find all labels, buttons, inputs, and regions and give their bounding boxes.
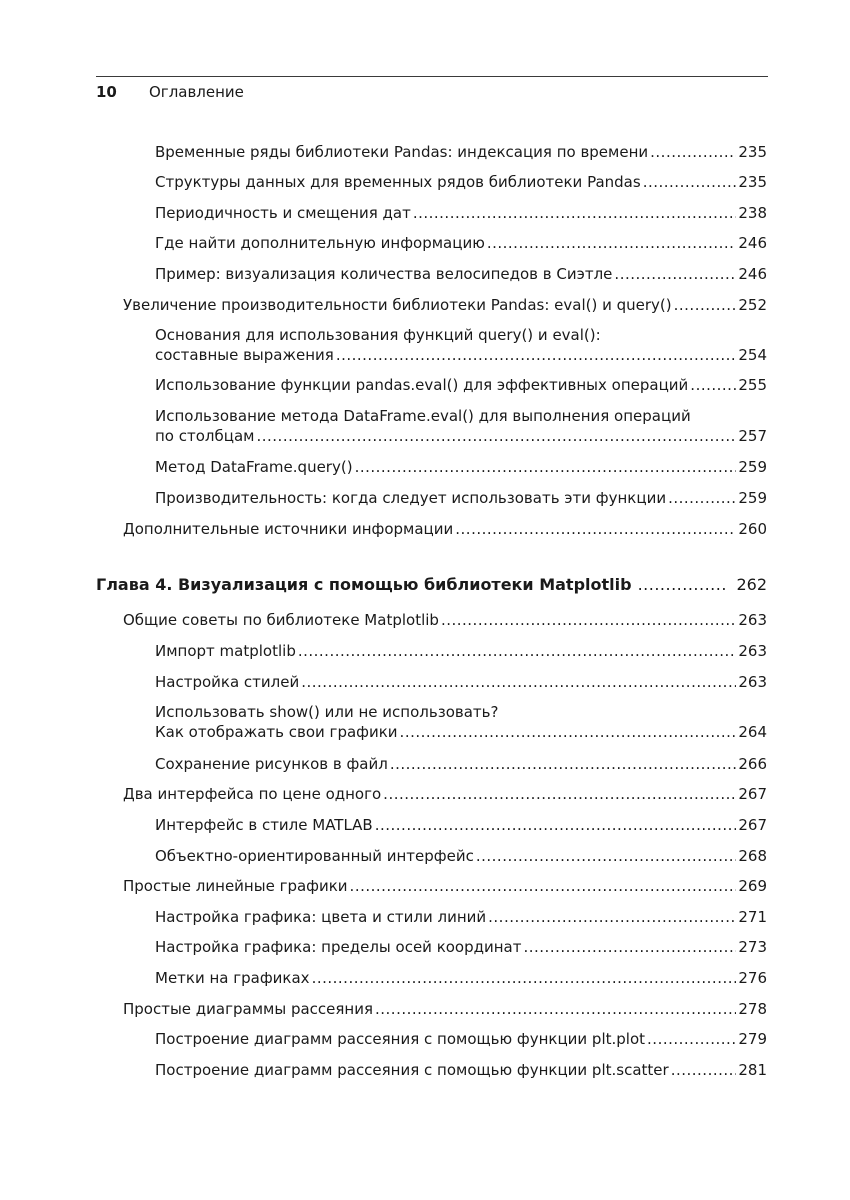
toc-entry-page: 263 <box>738 642 767 660</box>
dot-leader <box>256 426 736 446</box>
dot-leader <box>647 1029 736 1049</box>
dot-leader <box>476 846 737 866</box>
toc-entry-title: Увеличение производительности библиотеки Pandas: eval() и query() <box>123 296 672 314</box>
toc-entry-title: Сохранение рисунков в файл <box>155 755 388 773</box>
toc-entry[interactable] <box>123 295 767 315</box>
dot-leader <box>298 641 737 661</box>
dot-leader <box>487 233 737 253</box>
toc-entry[interactable] <box>123 519 767 539</box>
toc-entry[interactable] <box>155 846 767 866</box>
toc-entry[interactable] <box>155 907 767 927</box>
toc-entry-title: Простые диаграммы рассеяния <box>123 1000 373 1018</box>
toc-entry-title: Как отображать свои графики <box>155 723 398 741</box>
header-rule <box>96 76 768 77</box>
toc-entry[interactable] <box>155 1029 767 1049</box>
dot-leader <box>614 264 736 284</box>
toc-entry-title: Общие советы по библиотеке Matplotlib <box>123 611 439 629</box>
toc-entry-page: 269 <box>738 877 767 895</box>
toc-entry[interactable] <box>155 488 767 508</box>
toc-entry-title: Простые линейные графики <box>123 877 348 895</box>
toc-entry-page: 276 <box>738 969 767 987</box>
toc-entry-page: 271 <box>738 908 767 926</box>
toc-entry[interactable] <box>155 406 767 446</box>
toc-entry-title-line1: Использовать show() или не использовать? <box>155 703 499 721</box>
dot-leader <box>671 1060 737 1080</box>
toc-entry[interactable] <box>155 233 767 253</box>
toc-entry-title: Где найти дополнительную информацию <box>155 234 485 252</box>
toc-entry-page: 235 <box>738 173 767 191</box>
running-title: Оглавление <box>149 83 244 101</box>
toc-entry-title: Интерфейс в стиле MATLAB <box>155 816 373 834</box>
toc-entry[interactable] <box>155 264 767 284</box>
dot-leader <box>441 610 736 630</box>
dot-leader <box>643 172 737 192</box>
toc-entry-title: Импорт matplotlib <box>155 642 296 660</box>
toc-entry-title: Два интерфейса по цене одного <box>123 785 382 803</box>
toc-entry-page: 263 <box>738 611 767 629</box>
toc-entry-page: 259 <box>738 458 767 476</box>
toc-entry-title-line1: Использование метода DataFrame.eval() для выполнения операций <box>155 407 691 425</box>
toc-entry-title: Периодичность и смещения дат <box>155 204 411 222</box>
toc-entry-title: Объектно-ориентированный интерфейс <box>155 847 474 865</box>
toc-entry-page: 255 <box>738 376 767 394</box>
dot-leader <box>674 295 737 315</box>
toc-entry[interactable] <box>155 142 767 162</box>
toc-entry-title: Метод DataFrame.query() <box>155 458 353 476</box>
toc-entry[interactable] <box>155 172 767 192</box>
toc-entry-page: 273 <box>738 938 767 956</box>
toc-entry[interactable] <box>155 203 767 223</box>
toc-entry-title: Построение диаграмм рассеяния с помощью функции plt.plot <box>155 1030 646 1048</box>
dot-leader <box>523 937 736 957</box>
toc-entry-page: 246 <box>738 265 767 283</box>
toc-entry[interactable] <box>123 784 767 804</box>
toc-entry-page: 257 <box>738 427 767 445</box>
toc-entry-page: 238 <box>738 204 767 222</box>
dot-leader <box>650 142 736 162</box>
dot-leader <box>390 754 737 774</box>
toc-entry-title: Построение диаграмм рассеяния с помощью функции plt.scatter <box>155 1061 669 1079</box>
toc-entry[interactable] <box>155 457 767 477</box>
dot-leader <box>455 519 736 539</box>
dot-leader <box>355 457 737 477</box>
toc-entry-page: 262 <box>736 575 767 594</box>
toc-entry-page: 263 <box>738 673 767 691</box>
toc-entry-title-line1: Основания для использования функций query() и eval(): <box>155 326 601 344</box>
toc-entry[interactable] <box>155 754 767 774</box>
toc-entry-page: 252 <box>738 296 767 314</box>
toc-entry-page: 235 <box>738 143 767 161</box>
toc-entry-page: 260 <box>738 520 767 538</box>
toc-entry[interactable] <box>123 876 767 896</box>
dot-leader <box>375 999 736 1019</box>
toc-entry-title: Настройка графика: пределы осей координат <box>155 938 522 956</box>
toc-entry-title: Временные ряды библиотеки Pandas: индексация по времени <box>155 143 649 161</box>
dot-leader <box>400 722 737 742</box>
toc-entry[interactable] <box>155 937 767 957</box>
toc-entry[interactable] <box>155 1060 767 1080</box>
toc-entry[interactable] <box>155 672 767 692</box>
toc-entry-page: 267 <box>738 785 767 803</box>
toc-entry-title: Производительность: когда следует использовать эти функции <box>155 489 667 507</box>
dot-leader <box>413 203 737 223</box>
dot-leader <box>638 575 729 595</box>
toc-entry-title: Метки на графиках <box>155 969 310 987</box>
toc-entry[interactable] <box>155 968 767 988</box>
toc-entry-title: составные выражения <box>155 346 334 364</box>
dot-leader <box>301 672 736 692</box>
toc-entry-page: 278 <box>738 1000 767 1018</box>
toc-entry[interactable] <box>123 610 767 630</box>
dot-leader <box>312 968 737 988</box>
toc-entry-page: 259 <box>738 489 767 507</box>
toc-entry-page: 281 <box>738 1061 767 1079</box>
toc-entry-page: 279 <box>738 1030 767 1048</box>
toc-entry[interactable] <box>155 702 767 742</box>
toc-entry-page: 268 <box>738 847 767 865</box>
dot-leader <box>383 784 736 804</box>
toc-entry-title: по столбцам <box>155 427 255 445</box>
page-number: 10 <box>96 83 117 101</box>
dot-leader <box>375 815 737 835</box>
dot-leader <box>350 876 737 896</box>
toc-entry-page: 254 <box>738 346 767 364</box>
running-header <box>96 82 768 102</box>
dot-leader <box>668 488 736 508</box>
toc-chapter-entry[interactable] <box>96 575 767 595</box>
toc-entry-page: 267 <box>738 816 767 834</box>
toc-entry[interactable] <box>155 375 767 395</box>
dot-leader <box>690 375 736 395</box>
toc-entry-title: Настройка стилей <box>155 673 300 691</box>
toc-entry[interactable] <box>123 999 767 1019</box>
dot-leader <box>488 907 736 927</box>
toc-entry-page: 266 <box>738 755 767 773</box>
toc-entry[interactable] <box>155 815 767 835</box>
toc-entry-title: Настройка графика: цвета и стили линий <box>155 908 487 926</box>
toc-entry-page: 264 <box>738 723 767 741</box>
toc-entry-title: Структуры данных для временных рядов библиотеки Pandas <box>155 173 641 191</box>
dot-leader <box>336 345 737 365</box>
toc-entry-title: Дополнительные источники информации <box>123 520 454 538</box>
toc-entry[interactable] <box>155 641 767 661</box>
toc-entry-title: Пример: визуализация количества велосипедов в Сиэтле <box>155 265 613 283</box>
toc-chapter-title: Глава 4. Визуализация с помощью библиотеки Matplotlib <box>96 575 632 594</box>
toc-entry-title: Использование функции pandas.eval() для эффективных операций <box>155 376 689 394</box>
toc-entry-page: 246 <box>738 234 767 252</box>
toc-entry[interactable] <box>155 325 767 365</box>
